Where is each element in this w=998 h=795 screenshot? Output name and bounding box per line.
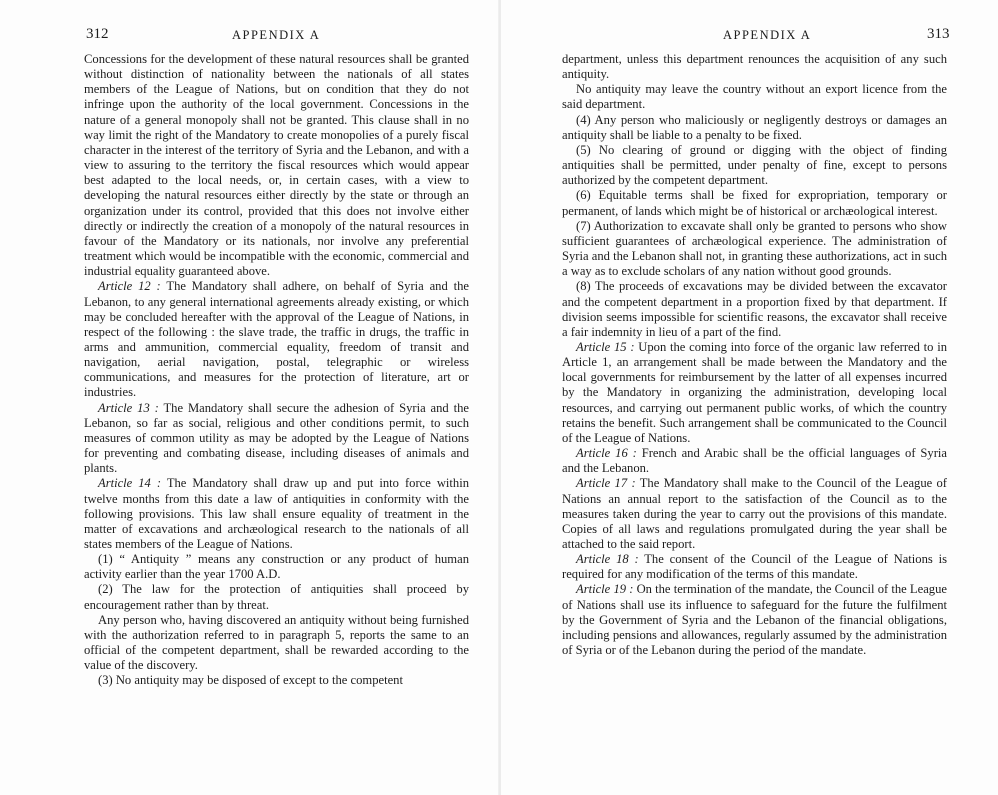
paragraph: [562, 582, 947, 658]
paragraph-text: (2) The law for the protection of antiquities shall proceed by encouragement rather than by threat.: [84, 582, 469, 612]
paragraph-text: (3) No antiquity may be disposed of except to the competent: [98, 673, 403, 688]
paragraph: [562, 219, 947, 280]
paragraph-text: French and Arabic shall be the official languages of Syria and the Lebanon.: [562, 446, 947, 476]
paragraph-text: (4) Any person who maliciously or negligently destroys or damages an antiquity shall be liable to a penalty to be fixed.: [562, 112, 947, 142]
paragraph: [562, 113, 947, 143]
paragraph: [84, 613, 469, 674]
paragraph-text: The Mandatory shall make to the Council of the League of Nations an annual report to the satisfaction of the Council as to the measures taken during the year to carry out the provisions of this mandate. Copies of all laws and regulations promulgated during the year shall be attached to the said report.: [562, 476, 947, 551]
page-body: [562, 52, 947, 658]
paragraph-text: Any person who, having discovered an antiquity without being furnished with the authorization referred to in paragraph 5, reports the same to an official of the competent department, shall be rewarded according to the value of the discovery.: [84, 612, 469, 673]
article-label: Article 19 :: [576, 582, 634, 597]
paragraph-text: (8) The proceeds of excavations may be divided between the excavator and the competent department in a proportion fixed by that department. If division seems impossible for scientific reasons, the excavator shall receive a fair indemnity in lieu of a part of the find.: [562, 279, 947, 339]
running-header: APPENDIX A: [723, 28, 812, 42]
page-number: 313: [927, 26, 950, 42]
paragraph: [84, 552, 469, 582]
paragraph-text: The Mandatory shall draw up and put into force within twelve months from this date a law of antiquities in conformity with the following provisions. This law shall ensure equality of treatment in the matter of excavations and archæological research to the nationals of all states members of the League of Nations.: [84, 476, 470, 551]
paragraph: [562, 340, 947, 446]
article-label: Article 18 :: [576, 552, 639, 567]
paragraph: [84, 582, 469, 612]
paragraph-text: department, unless this department renounces the acquisition of any such antiquity.: [562, 52, 947, 82]
paragraph: [562, 82, 947, 112]
paragraph: [562, 143, 947, 188]
paragraph-text: Concessions for the development of these natural resources shall be granted without distinction of nationality between the nationals of all states members of the League of Nations, but on condition that they do not infringe upon the authority of the local government. Concessions in the nature of a general monopoly shall not be granted. This clause shall in no way limit the right of the Mandatory to create monopolies of a purely fiscal character in the interest of the territory of Syria and the Lebanon, and with a view to assuring to the territory the fiscal resources which would appear best adapted to the local needs, or, in certain cases, with a view to developing the natural resources either directly by the state or through an organization under its control, provided that this does not involve either directly or indirectly the creation of a monopoly of the natural resources in favour of the Mandatory or its nationals, nor involve any preferential treatment which would be incompatible with the economic, commercial and industrial equality guaranteed above.: [84, 52, 469, 279]
page-body: [84, 52, 469, 689]
paragraph-text: The Mandatory shall adhere, on behalf of Syria and the Lebanon, to any general international agreements already existing, or which may be concluded hereafter with the approval of the League of Nations, in respect of the following : the slave trade, the traffic in drugs, the traffic in arms and ammunition, commercial equality, freedom of transit and navigation, aerial navigation, postal, telegraphic or wireless communications, and measures for the protection of literature, art or industries.: [84, 279, 469, 400]
paragraph: [562, 552, 947, 582]
paragraph: [562, 279, 947, 340]
paragraph-text: (6) Equitable terms shall be fixed for expropriation, temporary or permanent, of lands which might be of historical or archæological interest.: [562, 188, 947, 218]
paragraph: [84, 52, 469, 279]
paragraph: [562, 476, 947, 552]
paragraph-text: (1) “ Antiquity ” means any construction or any product of human activity earlier than the year 1700 A.D.: [84, 552, 469, 582]
article-label: Article 12 :: [98, 279, 161, 294]
paragraph: [562, 446, 947, 476]
right-page: [500, 0, 998, 795]
paragraph: [84, 401, 469, 477]
article-label: Article 15 :: [576, 339, 635, 354]
running-header: APPENDIX A: [232, 28, 321, 42]
paragraph: [84, 279, 469, 400]
article-label: Article 13 :: [98, 400, 159, 415]
paragraph: [84, 673, 469, 688]
paragraph: [562, 188, 947, 218]
article-label: Article 14 :: [98, 476, 162, 491]
paragraph-text: (5) No clearing of ground or digging with the object of finding antiquities shall be permitted, under penalty of fine, except to persons authorized by the competent department.: [562, 142, 947, 188]
paragraph-text: (7) Authorization to excavate shall only be granted to persons who show sufficient guarantees of archæological experience. The administration of Syria and the Lebanon shall not, in granting these authorizations, act in such a way as to exclude scholars of any nation without good grounds.: [562, 218, 947, 279]
article-label: Article 17 :: [576, 476, 636, 491]
paragraph-text: On the termination of the mandate, the Council of the League of Nations shall use its influence to safeguard for the future the fulfilment by the Government of Syria and the Lebanon of the financial obligations, including pensions and allowances, regularly assumed by the administration of Syria or of the Lebanon during the period of the mandate.: [562, 582, 947, 658]
paragraph-text: Upon the coming into force of the organic law referred to in Article 1, an arrangement shall be made between the Mandatory and the local governments for reimbursement by the latter of all expenses incurred by the Mandatory in organizing the administration, developing local resources, and carrying out permanent public works, of which the country retains the benefit. Such arrangement shall be communicated to the Council of the League of Nations.: [562, 339, 948, 445]
paragraph: [84, 476, 469, 552]
paragraph-text: The Mandatory shall secure the adhesion of Syria and the Lebanon, so far as social, religious and other conditions permit, to such measures of common utility as may be adopted by the League of Nations for preventing and combating disease, including diseases of animals and plants.: [84, 400, 469, 476]
paragraph-text: No antiquity may leave the country without an export licence from the said department.: [562, 82, 947, 112]
paragraph-text: The consent of the Council of the League of Nations is required for any modification of the terms of this mandate.: [562, 552, 948, 582]
paragraph: [562, 52, 947, 82]
page-number: 312: [86, 26, 109, 42]
article-label: Article 16 :: [576, 446, 637, 461]
